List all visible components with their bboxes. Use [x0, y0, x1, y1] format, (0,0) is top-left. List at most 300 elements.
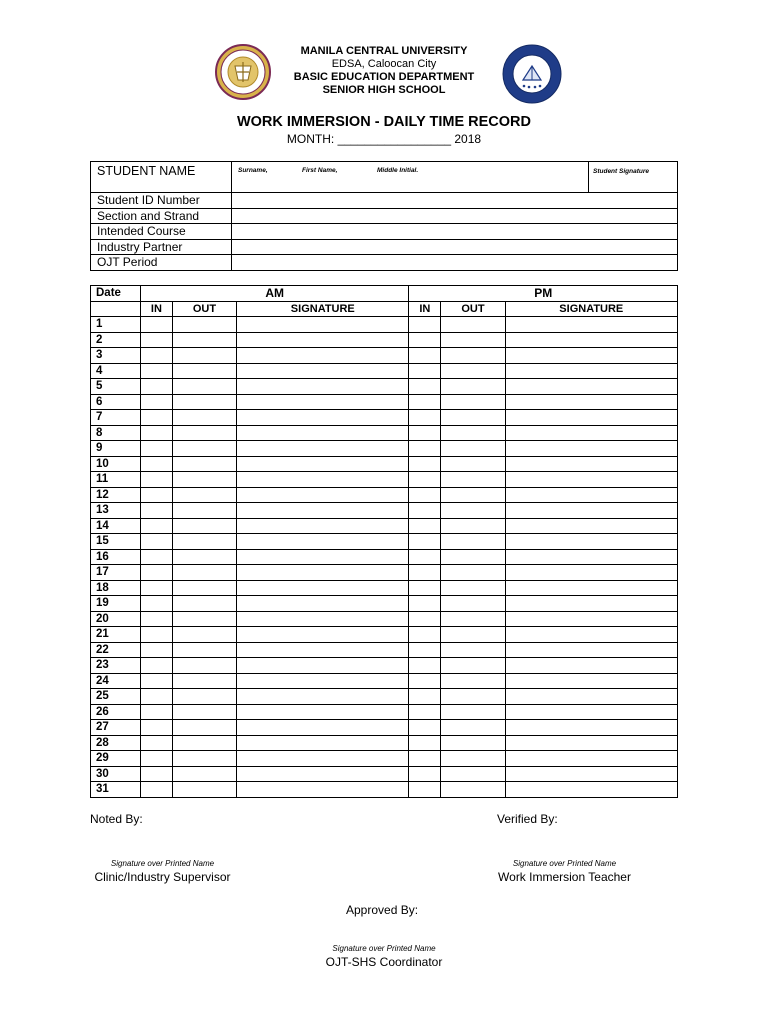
- am-in-cell[interactable]: [141, 627, 173, 643]
- student-signature-hint: Student Signature: [593, 168, 649, 175]
- day-row: [91, 518, 678, 534]
- month-line[interactable]: MONTH: _________________ 2018: [286, 132, 482, 146]
- day-number: 18: [91, 580, 141, 596]
- day-number: 14: [91, 518, 141, 534]
- pm-out-cell[interactable]: [441, 751, 505, 767]
- pm-out-cell[interactable]: [441, 487, 505, 503]
- am-signature-cell[interactable]: [237, 658, 409, 674]
- day-row: [91, 332, 678, 348]
- day-row: [91, 425, 678, 441]
- pm-in-cell[interactable]: [409, 425, 441, 441]
- middle-initial-hint: Middle Initial.: [377, 167, 419, 174]
- basic-education-logo: [502, 44, 562, 104]
- pm-out-cell[interactable]: [441, 410, 505, 426]
- am-out-cell[interactable]: [172, 441, 236, 457]
- pm-in-cell[interactable]: [409, 472, 441, 488]
- student-info-field[interactable]: [232, 239, 678, 255]
- day-row: [91, 441, 678, 457]
- am-out-cell[interactable]: [172, 317, 236, 333]
- pm-signature-cell[interactable]: [505, 658, 677, 674]
- pm-in-cell[interactable]: [409, 596, 441, 612]
- day-row: [91, 410, 678, 426]
- school-name: SENIOR HIGH SCHOOL: [322, 84, 446, 96]
- am-in-cell[interactable]: [141, 673, 173, 689]
- pm-in-cell[interactable]: [409, 658, 441, 674]
- student-name-label: STUDENT NAME: [97, 164, 196, 178]
- pm-in-cell[interactable]: [409, 363, 441, 379]
- student-info-table: [90, 161, 678, 271]
- am-signature-cell[interactable]: [237, 487, 409, 503]
- pm-signature-cell[interactable]: [505, 472, 677, 488]
- pm-signature-cell[interactable]: [505, 363, 677, 379]
- am-out-cell[interactable]: [172, 766, 236, 782]
- am-signature-cell[interactable]: [237, 782, 409, 798]
- am-signature-cell[interactable]: [237, 766, 409, 782]
- pm-in-cell[interactable]: [409, 394, 441, 410]
- am-out-cell[interactable]: [172, 782, 236, 798]
- day-number: 20: [91, 611, 141, 627]
- student-info-field[interactable]: [232, 208, 678, 224]
- pm-in-cell[interactable]: [409, 487, 441, 503]
- day-number: 11: [91, 472, 141, 488]
- student-info-row: [91, 255, 678, 271]
- pm-out-cell[interactable]: [441, 348, 505, 364]
- approved-by-label: Approved By:: [346, 903, 419, 917]
- am-out-cell[interactable]: [172, 642, 236, 658]
- pm-in-cell[interactable]: [409, 503, 441, 519]
- pm-in-cell[interactable]: [409, 441, 441, 457]
- day-number: 24: [91, 673, 141, 689]
- am-in-cell[interactable]: [141, 735, 173, 751]
- am-out-cell[interactable]: [172, 379, 236, 395]
- am-out-cell[interactable]: [172, 735, 236, 751]
- pm-out-cell[interactable]: [441, 503, 505, 519]
- pm-signature-cell[interactable]: [505, 410, 677, 426]
- day-row: [91, 735, 678, 751]
- day-number: 26: [91, 704, 141, 720]
- coordinator-role: OJT-SHS Coordinator: [325, 955, 443, 969]
- day-row: [91, 456, 678, 472]
- student-signature-field[interactable]: [589, 162, 678, 193]
- pm-signature-cell[interactable]: [505, 580, 677, 596]
- pm-out-cell[interactable]: [441, 658, 505, 674]
- day-row: [91, 704, 678, 720]
- day-row: [91, 394, 678, 410]
- pm-out-cell[interactable]: [441, 673, 505, 689]
- am-signature-cell[interactable]: [237, 673, 409, 689]
- am-out-cell[interactable]: [172, 456, 236, 472]
- day-row: [91, 534, 678, 550]
- pm-in-cell[interactable]: [409, 673, 441, 689]
- am-signature-cell[interactable]: [237, 596, 409, 612]
- pm-in-cell[interactable]: [409, 580, 441, 596]
- pm-out-cell[interactable]: [441, 332, 505, 348]
- coordinator-signature-caption: Signature over Printed Name: [332, 944, 436, 953]
- am-out-cell[interactable]: [172, 596, 236, 612]
- am-in-cell[interactable]: [141, 766, 173, 782]
- am-in-cell[interactable]: [141, 720, 173, 736]
- pm-signature-cell[interactable]: [505, 394, 677, 410]
- day-row: [91, 565, 678, 581]
- pm-signature-cell[interactable]: [505, 549, 677, 565]
- day-number: 15: [91, 534, 141, 550]
- pm-signature-cell[interactable]: [505, 673, 677, 689]
- pm-out-cell[interactable]: [441, 456, 505, 472]
- pm-signature-cell[interactable]: [505, 751, 677, 767]
- day-number: 29: [91, 751, 141, 767]
- am-out-cell[interactable]: [172, 704, 236, 720]
- am-signature-cell[interactable]: [237, 720, 409, 736]
- am-header: AM: [141, 286, 409, 302]
- am-signature-cell[interactable]: [237, 689, 409, 705]
- day-number: 2: [91, 332, 141, 348]
- pm-signature-cell[interactable]: [505, 456, 677, 472]
- pm-signature-cell[interactable]: [505, 596, 677, 612]
- am-out-cell[interactable]: [172, 332, 236, 348]
- pm-out-cell[interactable]: [441, 363, 505, 379]
- am-in-cell[interactable]: [141, 487, 173, 503]
- student-name-row: [91, 162, 678, 193]
- day-row: [91, 751, 678, 767]
- pm-out-cell[interactable]: [441, 518, 505, 534]
- day-row: [91, 782, 678, 798]
- am-out-cell[interactable]: [172, 487, 236, 503]
- pm-out-cell[interactable]: [441, 549, 505, 565]
- am-in-cell[interactable]: [141, 704, 173, 720]
- am-out-cell[interactable]: [172, 348, 236, 364]
- am-out-cell[interactable]: [172, 363, 236, 379]
- am-in-header: IN: [141, 301, 173, 317]
- pm-in-cell[interactable]: [409, 689, 441, 705]
- am-signature-cell[interactable]: [237, 363, 409, 379]
- pm-signature-cell[interactable]: [505, 611, 677, 627]
- day-row: [91, 766, 678, 782]
- first-name-hint: First Name,: [302, 167, 338, 174]
- day-row: [91, 472, 678, 488]
- am-signature-cell[interactable]: [237, 425, 409, 441]
- am-out-cell[interactable]: [172, 720, 236, 736]
- am-in-cell[interactable]: [141, 503, 173, 519]
- teacher-role: Work Immersion Teacher: [498, 870, 631, 884]
- am-signature-cell[interactable]: [237, 534, 409, 550]
- am-in-cell[interactable]: [141, 642, 173, 658]
- pm-signature-cell[interactable]: [505, 766, 677, 782]
- student-info-label: Student ID Number: [91, 193, 232, 209]
- pm-signature-cell[interactable]: [505, 348, 677, 364]
- pm-in-cell[interactable]: [409, 348, 441, 364]
- am-signature-cell[interactable]: [237, 441, 409, 457]
- pm-out-cell[interactable]: [441, 596, 505, 612]
- am-signature-cell[interactable]: [237, 642, 409, 658]
- pm-in-cell[interactable]: [409, 317, 441, 333]
- day-number: 16: [91, 549, 141, 565]
- day-row: [91, 487, 678, 503]
- am-signature-cell[interactable]: [237, 472, 409, 488]
- supervisor-signature-caption: Signature over Printed Name: [110, 859, 215, 868]
- pm-in-cell[interactable]: [409, 751, 441, 767]
- am-out-cell[interactable]: [172, 534, 236, 550]
- am-signature-cell[interactable]: [237, 565, 409, 581]
- department-name: BASIC EDUCATION DEPARTMENT: [293, 71, 475, 83]
- am-out-header: OUT: [172, 301, 236, 317]
- pm-out-cell[interactable]: [441, 642, 505, 658]
- date-subheader-blank: [91, 301, 141, 317]
- day-number: 17: [91, 565, 141, 581]
- am-signature-cell[interactable]: [237, 704, 409, 720]
- day-number: 19: [91, 596, 141, 612]
- am-signature-cell[interactable]: [237, 580, 409, 596]
- am-in-cell[interactable]: [141, 456, 173, 472]
- student-info-row: [91, 224, 678, 240]
- am-signature-cell[interactable]: [237, 348, 409, 364]
- am-signature-cell[interactable]: [237, 735, 409, 751]
- am-signature-header: SIGNATURE: [237, 301, 409, 317]
- day-number: 6: [91, 394, 141, 410]
- student-info-row: [91, 239, 678, 255]
- am-signature-cell[interactable]: [237, 379, 409, 395]
- pm-signature-cell[interactable]: [505, 627, 677, 643]
- teacher-signature-caption: Signature over Printed Name: [512, 859, 617, 868]
- day-row: [91, 580, 678, 596]
- pm-in-cell[interactable]: [409, 704, 441, 720]
- pm-signature-cell[interactable]: [505, 503, 677, 519]
- am-in-cell[interactable]: [141, 782, 173, 798]
- pm-out-cell[interactable]: [441, 425, 505, 441]
- am-out-cell[interactable]: [172, 627, 236, 643]
- noted-by-label: Noted By:: [90, 812, 143, 826]
- am-signature-cell[interactable]: [237, 394, 409, 410]
- am-signature-cell[interactable]: [237, 410, 409, 426]
- am-out-cell[interactable]: [172, 689, 236, 705]
- pm-signature-cell[interactable]: [505, 689, 677, 705]
- am-in-cell[interactable]: [141, 596, 173, 612]
- student-info-field[interactable]: [232, 193, 678, 209]
- verified-by-label: Verified By:: [497, 812, 558, 826]
- pm-signature-cell[interactable]: [505, 735, 677, 751]
- am-in-cell[interactable]: [141, 689, 173, 705]
- pm-out-cell[interactable]: [441, 720, 505, 736]
- day-number: 23: [91, 658, 141, 674]
- form-header: [0, 44, 768, 106]
- pm-signature-header: SIGNATURE: [505, 301, 677, 317]
- pm-signature-cell[interactable]: [505, 441, 677, 457]
- day-row: [91, 673, 678, 689]
- day-row: [91, 658, 678, 674]
- dtr-header-row-1: [91, 286, 678, 302]
- am-in-cell[interactable]: [141, 363, 173, 379]
- university-address: EDSA, Caloocan City: [331, 58, 437, 70]
- pm-signature-cell[interactable]: [505, 425, 677, 441]
- am-signature-cell[interactable]: [237, 456, 409, 472]
- surname-hint: Surname,: [238, 167, 268, 174]
- day-row: [91, 642, 678, 658]
- day-number: 31: [91, 782, 141, 798]
- student-info-field[interactable]: [232, 224, 678, 240]
- pm-out-cell[interactable]: [441, 565, 505, 581]
- am-out-cell[interactable]: [172, 751, 236, 767]
- pm-in-cell[interactable]: [409, 627, 441, 643]
- pm-signature-cell[interactable]: [505, 642, 677, 658]
- student-info-label: Industry Partner: [91, 239, 232, 255]
- pm-out-cell[interactable]: [441, 627, 505, 643]
- am-out-cell[interactable]: [172, 565, 236, 581]
- am-in-cell[interactable]: [141, 549, 173, 565]
- pm-in-cell[interactable]: [409, 410, 441, 426]
- pm-signature-cell[interactable]: [505, 704, 677, 720]
- student-info-row: [91, 208, 678, 224]
- pm-signature-cell[interactable]: [505, 379, 677, 395]
- am-in-cell[interactable]: [141, 348, 173, 364]
- day-number: 7: [91, 410, 141, 426]
- student-info-field[interactable]: [232, 255, 678, 271]
- university-name: MANILA CENTRAL UNIVERSITY: [300, 45, 468, 57]
- am-in-cell[interactable]: [141, 394, 173, 410]
- am-in-cell[interactable]: [141, 611, 173, 627]
- pm-signature-cell[interactable]: [505, 487, 677, 503]
- pm-out-cell[interactable]: [441, 534, 505, 550]
- am-in-cell[interactable]: [141, 332, 173, 348]
- pm-out-cell[interactable]: [441, 580, 505, 596]
- form-title: WORK IMMERSION - DAILY TIME RECORD: [236, 114, 532, 130]
- day-row: [91, 689, 678, 705]
- supervisor-role: Clinic/Industry Supervisor: [94, 870, 231, 884]
- mcu-seal-logo: [215, 44, 271, 100]
- pm-signature-cell[interactable]: [505, 565, 677, 581]
- student-name-field[interactable]: [232, 162, 589, 193]
- pm-out-cell[interactable]: [441, 394, 505, 410]
- day-number: 1: [91, 317, 141, 333]
- am-in-cell[interactable]: [141, 580, 173, 596]
- am-out-cell[interactable]: [172, 503, 236, 519]
- day-row: [91, 503, 678, 519]
- student-info-label: Section and Strand: [91, 208, 232, 224]
- day-number: 5: [91, 379, 141, 395]
- day-number: 13: [91, 503, 141, 519]
- am-in-cell[interactable]: [141, 518, 173, 534]
- pm-in-cell[interactable]: [409, 332, 441, 348]
- am-in-cell[interactable]: [141, 565, 173, 581]
- am-in-cell[interactable]: [141, 658, 173, 674]
- pm-out-cell[interactable]: [441, 735, 505, 751]
- pm-signature-cell[interactable]: [505, 534, 677, 550]
- supervisor-signature-block[interactable]: [90, 858, 235, 885]
- am-signature-cell[interactable]: [237, 503, 409, 519]
- day-number: 3: [91, 348, 141, 364]
- pm-in-cell[interactable]: [409, 456, 441, 472]
- pm-in-cell[interactable]: [409, 720, 441, 736]
- am-in-cell[interactable]: [141, 410, 173, 426]
- pm-in-cell[interactable]: [409, 565, 441, 581]
- pm-header: PM: [409, 286, 678, 302]
- day-number: 4: [91, 363, 141, 379]
- pm-in-cell[interactable]: [409, 642, 441, 658]
- am-signature-cell[interactable]: [237, 751, 409, 767]
- am-out-cell[interactable]: [172, 472, 236, 488]
- pm-out-cell[interactable]: [441, 317, 505, 333]
- am-out-cell[interactable]: [172, 658, 236, 674]
- daily-time-record-table: [90, 285, 678, 798]
- day-number: 9: [91, 441, 141, 457]
- student-info-row: [91, 193, 678, 209]
- pm-out-cell[interactable]: [441, 472, 505, 488]
- day-row: [91, 317, 678, 333]
- am-in-cell[interactable]: [141, 751, 173, 767]
- pm-out-cell[interactable]: [441, 689, 505, 705]
- pm-in-cell[interactable]: [409, 611, 441, 627]
- pm-signature-cell[interactable]: [505, 782, 677, 798]
- am-signature-cell[interactable]: [237, 611, 409, 627]
- day-number: 21: [91, 627, 141, 643]
- day-row: [91, 363, 678, 379]
- am-out-cell[interactable]: [172, 673, 236, 689]
- day-row: [91, 611, 678, 627]
- am-out-cell[interactable]: [172, 549, 236, 565]
- pm-out-cell[interactable]: [441, 611, 505, 627]
- am-in-cell[interactable]: [141, 425, 173, 441]
- day-number: 27: [91, 720, 141, 736]
- pm-signature-cell[interactable]: [505, 317, 677, 333]
- am-in-cell[interactable]: [141, 472, 173, 488]
- pm-out-cell[interactable]: [441, 766, 505, 782]
- am-signature-cell[interactable]: [237, 518, 409, 534]
- am-out-cell[interactable]: [172, 611, 236, 627]
- pm-in-cell[interactable]: [409, 379, 441, 395]
- pm-in-cell[interactable]: [409, 549, 441, 565]
- am-signature-cell[interactable]: [237, 627, 409, 643]
- day-number: 25: [91, 689, 141, 705]
- coordinator-signature-block[interactable]: [300, 943, 468, 970]
- day-number: 12: [91, 487, 141, 503]
- day-number: 8: [91, 425, 141, 441]
- pm-out-cell[interactable]: [441, 782, 505, 798]
- student-info-label: Intended Course: [91, 224, 232, 240]
- header-text-block: [284, 45, 484, 97]
- am-in-cell[interactable]: [141, 441, 173, 457]
- am-signature-cell[interactable]: [237, 549, 409, 565]
- pm-in-cell[interactable]: [409, 518, 441, 534]
- pm-signature-cell[interactable]: [505, 518, 677, 534]
- day-number: 10: [91, 456, 141, 472]
- pm-out-cell[interactable]: [441, 379, 505, 395]
- date-header: Date: [91, 286, 141, 302]
- am-out-cell[interactable]: [172, 425, 236, 441]
- am-out-cell[interactable]: [172, 394, 236, 410]
- am-out-cell[interactable]: [172, 518, 236, 534]
- pm-out-cell[interactable]: [441, 441, 505, 457]
- day-row: [91, 720, 678, 736]
- pm-in-cell[interactable]: [409, 735, 441, 751]
- pm-in-cell[interactable]: [409, 782, 441, 798]
- am-in-cell[interactable]: [141, 317, 173, 333]
- pm-signature-cell[interactable]: [505, 332, 677, 348]
- am-in-cell[interactable]: [141, 379, 173, 395]
- am-signature-cell[interactable]: [237, 317, 409, 333]
- day-number: 28: [91, 735, 141, 751]
- pm-out-cell[interactable]: [441, 704, 505, 720]
- student-name-label-cell: [91, 162, 232, 193]
- dtr-header-row-2: [91, 301, 678, 317]
- am-out-cell[interactable]: [172, 410, 236, 426]
- pm-signature-cell[interactable]: [505, 720, 677, 736]
- day-number: 30: [91, 766, 141, 782]
- pm-in-cell[interactable]: [409, 534, 441, 550]
- am-in-cell[interactable]: [141, 534, 173, 550]
- am-out-cell[interactable]: [172, 580, 236, 596]
- day-row: [91, 549, 678, 565]
- teacher-signature-block[interactable]: [497, 858, 632, 885]
- am-signature-cell[interactable]: [237, 332, 409, 348]
- pm-in-cell[interactable]: [409, 766, 441, 782]
